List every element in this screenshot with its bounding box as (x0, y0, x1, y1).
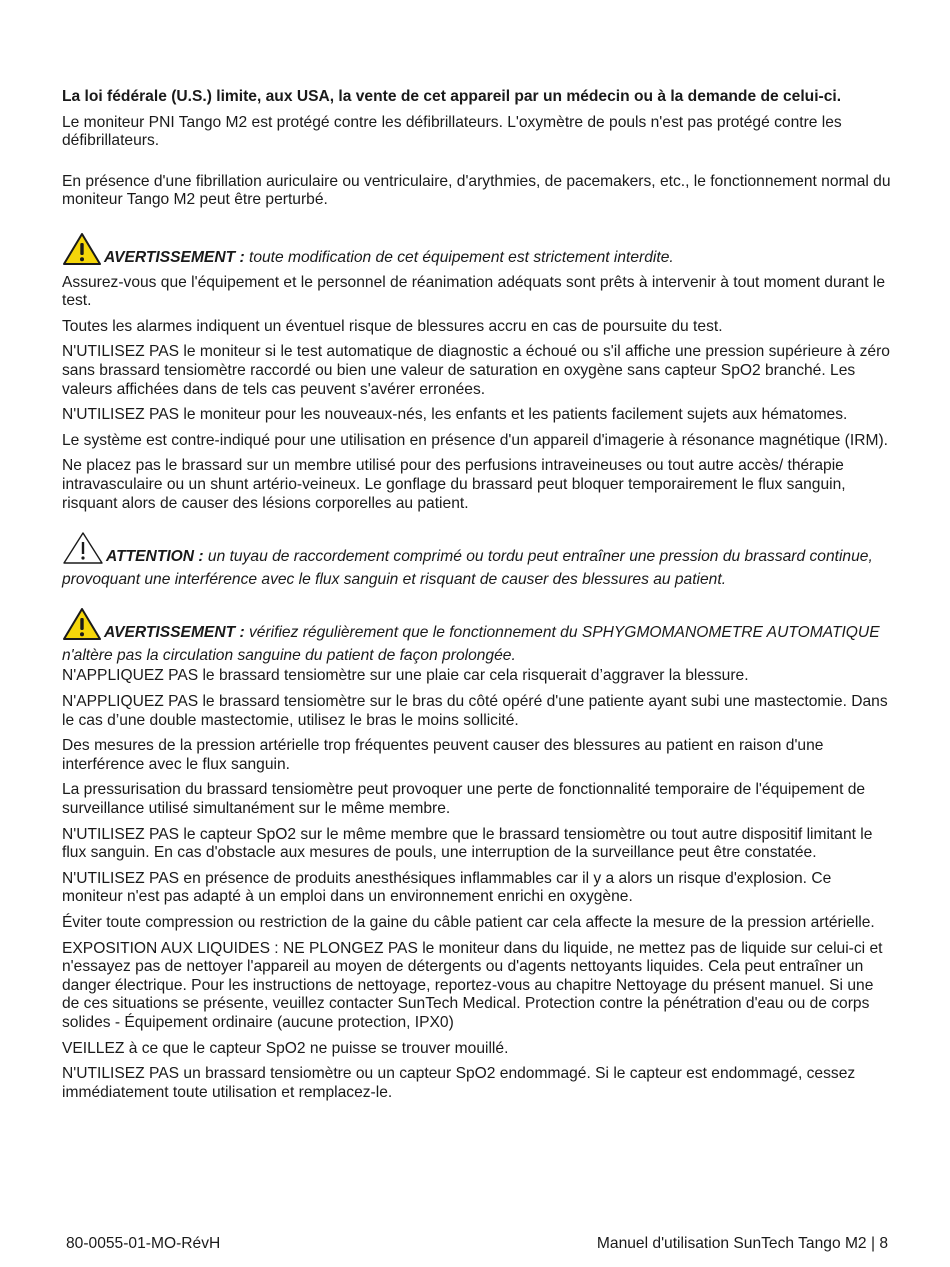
warning2-item: N'APPLIQUEZ PAS le brassard tensiomètre sur une plaie car cela risquerait d’aggraver la blessure. (62, 667, 749, 685)
warning2-item: N'UTILISEZ PAS en présence de produits anesthésiques inflammables car il y a alors un risque d'explosion. Ce moniteur n'est pas adapté à un emploi dans un environnement enrichi en oxygène. (62, 869, 832, 906)
warning-text: vérifiez régulièrement que le fonctionnement du SPHYGMOMANOMETRE AUTOMATIQUE n'altère pas la circulation sanguine du patient de façon prolongée. (62, 624, 880, 664)
warning-icon (62, 607, 102, 647)
caution-keyword: ATTENTION : (106, 548, 204, 566)
warning2-item: Des mesures de la pression artérielle trop fréquentes peuvent causer des blessures au patient en raison d'une interférence avec le flux sanguin. (62, 737, 824, 773)
warning1-item: Toutes les alarmes indiquent un éventuel risque de blessures accru en cas de poursuite du test. (62, 317, 723, 335)
page-footer (66, 1235, 888, 1254)
warning-keyword: AVERTISSEMENT : (104, 624, 245, 642)
warning-heading-2 (62, 607, 892, 665)
fibrillation-notice: En présence d'une fibrillation auriculaire ou ventriculaire, d'arythmies, de pacemakers, etc., le fonctionnement normal du moniteur Tango M2 peut être perturbé. (62, 172, 891, 209)
warning2-item: N'APPLIQUEZ PAS le brassard tensiomètre sur le bras du côté opéré d'une patiente ayant subi une mastectomie. Dans le cas d’une double mastectomie, utilisez le bras le moins sollicité. (62, 693, 888, 729)
warning1-item: Le système est contre-indiqué pour une utilisation en présence d'un appareil d'imagerie à résonance magnétique (IRM). (62, 431, 888, 449)
warning2-item: La pressurisation du brassard tensiomètre peut provoquer une perte de fonctionnalité temporaire de l'équipement de surveillance utilisé simultanément sur le même membre. (62, 781, 866, 818)
warning2-item: N'UTILISEZ PAS un brassard tensiomètre ou un capteur SpO2 endommagé. Si le capteur est endommagé, cessez immédiatement toute utilisation et remplacez-le. (62, 1065, 856, 1101)
warning1-item: Ne placez pas le brassard sur un membre utilisé pour des perfusions intraveineuses ou tout autre accès/ thérapie intravasculaire ou un shunt artério-veineux. Le gonflage du brassard peut bloquer temporairement le flux sanguin, risquant alors de causer des lésions corporelles au patient. (62, 457, 846, 512)
warning-heading-1 (62, 232, 892, 272)
warning1-item: N'UTILISEZ PAS le moniteur pour les nouveaux-nés, les enfants et les patients facilement sujets aux hématomes. (62, 406, 848, 424)
document-number: 80-0055-01-MO-RévH (66, 1235, 221, 1252)
warning-icon (62, 232, 102, 272)
warning1-item: Assurez-vous que l'équipement et le personnel de réanimation adéquats sont prêts à intervenir à tout moment durant le test. (62, 273, 885, 310)
defibrillator-notice: Le moniteur PNI Tango M2 est protégé contre les défibrillateurs. L'oxymètre de pouls n'est pas protégé contre les défibrillateurs. (62, 113, 842, 150)
manual-title-page-number: Manuel d'utilisation SunTech Tango M2 | 8 (596, 1235, 888, 1252)
warning2-item: VEILLEZ à ce que le capteur SpO2 ne puisse se trouver mouillé. (62, 1039, 509, 1057)
caution-text: un tuyau de raccordement comprimé ou tordu peut entraîner une pression du brassard continue, provoquant une interférence avec le flux sanguin et risquant de causer des blessures au patient. (62, 548, 873, 588)
federal-law-notice: La loi fédérale (U.S.) limite, aux USA, la vente de cet appareil par un médecin ou à la demande de celui-ci. (62, 88, 842, 105)
warning-keyword: AVERTISSEMENT : (104, 248, 245, 266)
caution-icon (62, 531, 104, 571)
warning1-item: N'UTILISEZ PAS le moniteur si le test automatique de diagnostic a échoué ou s'il affiche une pression supérieure à zéro sans brassard tensiomètre raccordé ou bien une valeur de saturation en oxygène sans capteur SpO2 branché. Les valeurs affichées dans de tels cas peuvent s'avérer erronées. (62, 343, 890, 398)
page-content (62, 88, 892, 1109)
warning2-item: EXPOSITION AUX LIQUIDES : NE PLONGEZ PAS le moniteur dans du liquide, ne mettez pas de liquide sur celui-ci et n'essayez pas de nettoyer l'appareil au moyen de détergents ou d'agents nettoyants liquides. Cela peut entraîner un danger électrique. Pour les instructions de nettoyage, reportez-vous au chapitre Nettoyage du présent manuel. Si une de ces situations se présente, veuillez contacter SunTech Medical. Protection contre la pénétration d'eau ou de corps solides - Équipement ordinaire (aucune protection, IPX0) (62, 939, 883, 1031)
caution-heading (62, 531, 892, 589)
warning-text: toute modification de cet équipement est strictement interdite. (244, 248, 674, 266)
warning2-item: N'UTILISEZ PAS le capteur SpO2 sur le même membre que le brassard tensiomètre ou tout autre dispositif limitant le flux sanguin. En cas d'obstacle aux mesures de pouls, une interruption de la surveillance peut être constatée. (62, 825, 873, 862)
warning2-item: Éviter toute compression ou restriction de la gaine du câble patient car cela affecte la mesure de la pression artérielle. (62, 914, 875, 931)
